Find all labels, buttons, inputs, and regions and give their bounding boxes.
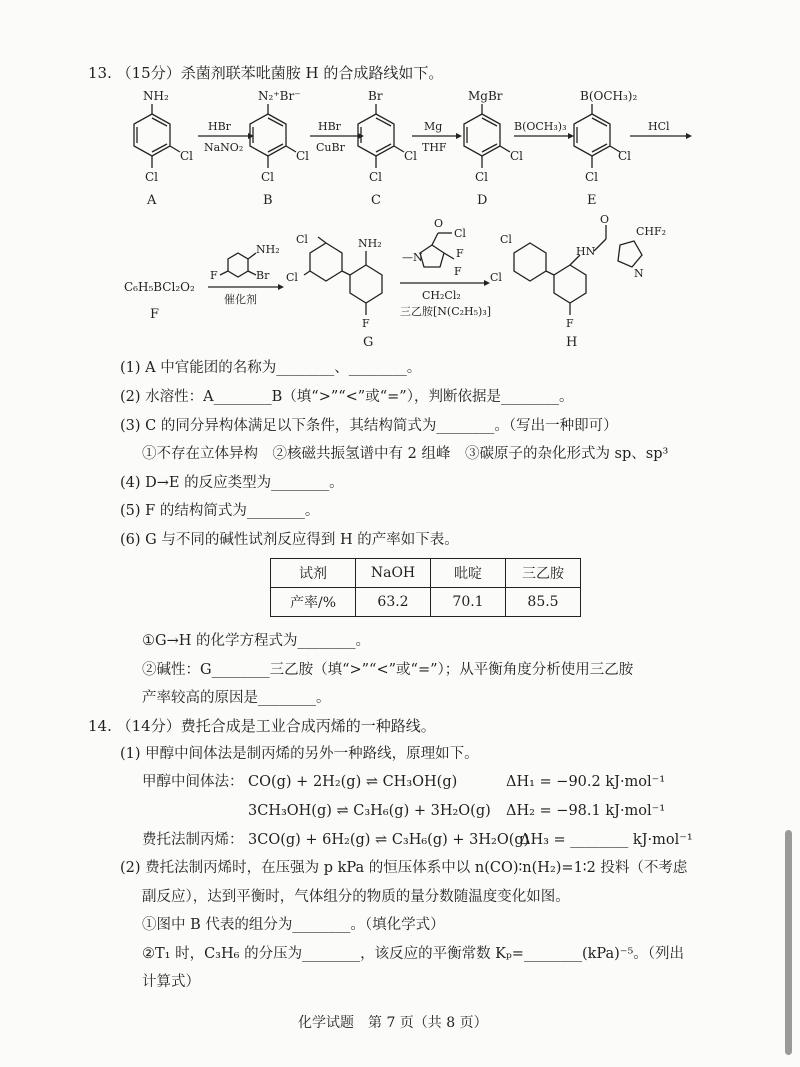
C-cl-bottom: Cl	[369, 170, 383, 184]
table-cell: 70.1	[431, 588, 506, 617]
q13-part2: (2) 水溶性：A________B（填“>”“<”或“=”），判断依据是________。	[120, 389, 574, 405]
compound-E	[574, 89, 637, 208]
D-label: D	[477, 193, 488, 208]
A-label: A	[147, 193, 157, 208]
svg-text:O: O	[434, 217, 444, 230]
q14-eq3: 3CO(g) + 6H₂(g) ⇌ C₃H₆(g) + 3H₂O(g)	[248, 832, 530, 848]
q14-eq2: 3CH₃OH(g) ⇌ C₃H₆(g) + 3H₂O(g)	[248, 803, 491, 819]
B-cl-bottom: Cl	[261, 170, 275, 184]
C-cl-side: Cl	[404, 149, 418, 163]
svg-text:NH₂: NH₂	[256, 243, 280, 256]
compound-D	[464, 89, 523, 208]
q13-part6-1: ①G→H 的化学方程式为________。	[142, 633, 370, 649]
q14-part2a: (2) 费托法制丙烯时，在压强为 p kPa 的恒压体系中以 n(CO)∶n(H₂)=1∶2 投料（不考虑	[120, 860, 688, 876]
svg-text:B(OCH₃)₃: B(OCH₃)₃	[514, 120, 567, 133]
q14-part2-2a: ②T₁ 时，C₃H₆ 的分压为________，该反应的平衡常数 Kₚ=________(kPa)⁻⁵。（列出	[142, 946, 685, 962]
svg-text:—N: —N	[402, 251, 423, 264]
q14-part2-1: ①图中 B 代表的组分为________。（填化学式）	[142, 917, 445, 933]
q14-eq1-label: 甲醇中间体法：	[142, 774, 244, 790]
F-formula: C₆H₅BCl₂O₂	[124, 280, 195, 294]
svg-text:HCl: HCl	[648, 120, 670, 133]
q14-heading: 14. （14分）费托合成是工业合成丙烯的一种路线。	[88, 717, 436, 735]
svg-text:Cl: Cl	[490, 271, 502, 284]
E-cl-bottom: Cl	[585, 170, 599, 184]
table-cell: 产率/%	[271, 588, 356, 617]
compound-A	[134, 89, 193, 208]
compound-G	[286, 233, 382, 350]
A-cl-bottom: Cl	[145, 170, 159, 184]
svg-text:THF: THF	[422, 141, 447, 154]
svg-text:N: N	[634, 267, 644, 280]
svg-text:F: F	[362, 317, 370, 330]
D-mgbr: MgBr	[468, 89, 503, 103]
q14-eq1-dh: ΔH₁ = −90.2 kJ·mol⁻¹	[506, 774, 666, 790]
svg-text:F: F	[456, 247, 464, 260]
svg-text:F: F	[454, 265, 462, 278]
compound-B	[250, 89, 309, 208]
arrow-1	[198, 120, 254, 154]
q13-part4: (4) D→E 的反应类型为________。	[120, 475, 344, 491]
q13-heading: 13. （15分）杀菌剂联苯吡菌胺 H 的合成路线如下。	[88, 64, 444, 82]
table-header: 三乙胺	[506, 559, 581, 588]
G-label: G	[363, 335, 374, 350]
E-label: E	[587, 193, 597, 208]
q13-part6-2a: ②碱性：G________三乙胺（填“>”“<”或“=”）；从平衡角度分析使用三乙胺	[142, 662, 634, 678]
yield-table	[270, 558, 581, 617]
scrollbar[interactable]	[785, 830, 792, 1055]
B-diazonium: N₂⁺Br⁻	[258, 89, 301, 103]
B-label: B	[263, 193, 273, 208]
q13-part3-conditions: ①不存在立体异构 ②核磁共振氢谱中有 2 组峰 ③碳原子的杂化形式为 sp、sp³	[142, 446, 669, 462]
A-nh2: NH₂	[143, 89, 169, 103]
arrow-4	[514, 120, 574, 139]
table-row	[271, 559, 581, 588]
svg-text:Cl: Cl	[454, 227, 466, 240]
table-row	[271, 588, 581, 617]
D-cl-side: Cl	[510, 149, 524, 163]
q13-part1: (1) A 中官能团的名称为________、________。	[120, 360, 422, 376]
A-cl-side: Cl	[180, 149, 194, 163]
svg-text:HBr: HBr	[318, 120, 341, 133]
q13-part6-2b: 产率较高的原因是________。	[142, 690, 331, 706]
reagent-bromoaniline	[210, 243, 280, 282]
page-footer: 化学试题 第 7 页（共 8 页）	[298, 1015, 488, 1031]
svg-text:Cl: Cl	[296, 233, 308, 246]
svg-text:CuBr: CuBr	[316, 141, 345, 154]
svg-text:F: F	[210, 269, 218, 282]
table-cell: 63.2	[356, 588, 431, 617]
svg-text:催化剂: 催化剂	[224, 293, 257, 306]
svg-text:Mg: Mg	[424, 120, 443, 133]
q14-part2b: 副反应），达到平衡时，气体组分的物质的量分数随温度变化如图。	[142, 889, 570, 905]
q14-eq2-dh: ΔH₂ = −98.1 kJ·mol⁻¹	[506, 803, 666, 819]
q14-eq1: CO(g) + 2H₂(g) ⇌ CH₃OH(g)	[248, 774, 458, 790]
svg-text:HBr: HBr	[208, 120, 231, 133]
q13-part5: (5) F 的结构简式为________。	[120, 503, 320, 519]
table-cell: 85.5	[506, 588, 581, 617]
B-cl-side: Cl	[296, 149, 310, 163]
compound-C	[358, 89, 417, 208]
svg-text:Cl: Cl	[500, 233, 512, 246]
svg-text:NH₂: NH₂	[358, 237, 382, 250]
svg-text:CH₂Cl₂: CH₂Cl₂	[422, 289, 461, 302]
q14-eq3-label: 费托法制丙烯：	[142, 832, 244, 848]
F-label: F	[150, 307, 160, 322]
table-header: 吡啶	[431, 559, 506, 588]
synthesis-scheme-row2	[120, 215, 680, 355]
reagent-acyl-chloride	[402, 217, 466, 278]
C-label: C	[371, 193, 381, 208]
synthesis-scheme-row1	[100, 84, 700, 214]
table-header: 试剂	[271, 559, 356, 588]
E-cl-side: Cl	[618, 149, 632, 163]
svg-text:CHF₂: CHF₂	[636, 225, 667, 238]
D-cl-bottom: Cl	[475, 170, 489, 184]
svg-text:NaNO₂: NaNO₂	[204, 141, 244, 154]
table-header: NaOH	[356, 559, 431, 588]
q13-part6: (6) G 与不同的碱性试剂反应得到 H 的产率如下表。	[120, 532, 459, 548]
arrow-6	[208, 284, 284, 306]
H-label: H	[566, 335, 578, 350]
svg-text:HN: HN	[576, 245, 596, 258]
svg-text:Cl: Cl	[286, 271, 298, 284]
q14-part2-2b: 计算式）	[142, 974, 200, 990]
q14-eq3-dh: ΔH₃ = ________ kJ·mol⁻¹	[520, 832, 693, 848]
svg-text:三乙胺[N(C₂H₅)₃]: 三乙胺[N(C₂H₅)₃]	[400, 305, 492, 318]
compound-H	[490, 215, 666, 350]
E-boronate: B(OCH₃)₂	[580, 89, 638, 103]
arrow-2	[310, 120, 364, 154]
arrow-7	[400, 280, 491, 318]
arrow-5	[630, 120, 692, 139]
arrow-3	[412, 120, 462, 154]
svg-text:O: O	[600, 215, 610, 226]
q13-part3: (3) C 的同分异构体满足以下条件，其结构简式为________。（写出一种即可）	[120, 418, 618, 434]
svg-text:F: F	[566, 317, 574, 330]
C-br: Br	[368, 89, 383, 103]
q14-part1: (1) 甲醇中间体法是制丙烯的另外一种路线，原理如下。	[120, 746, 479, 762]
svg-text:Br: Br	[256, 269, 270, 282]
